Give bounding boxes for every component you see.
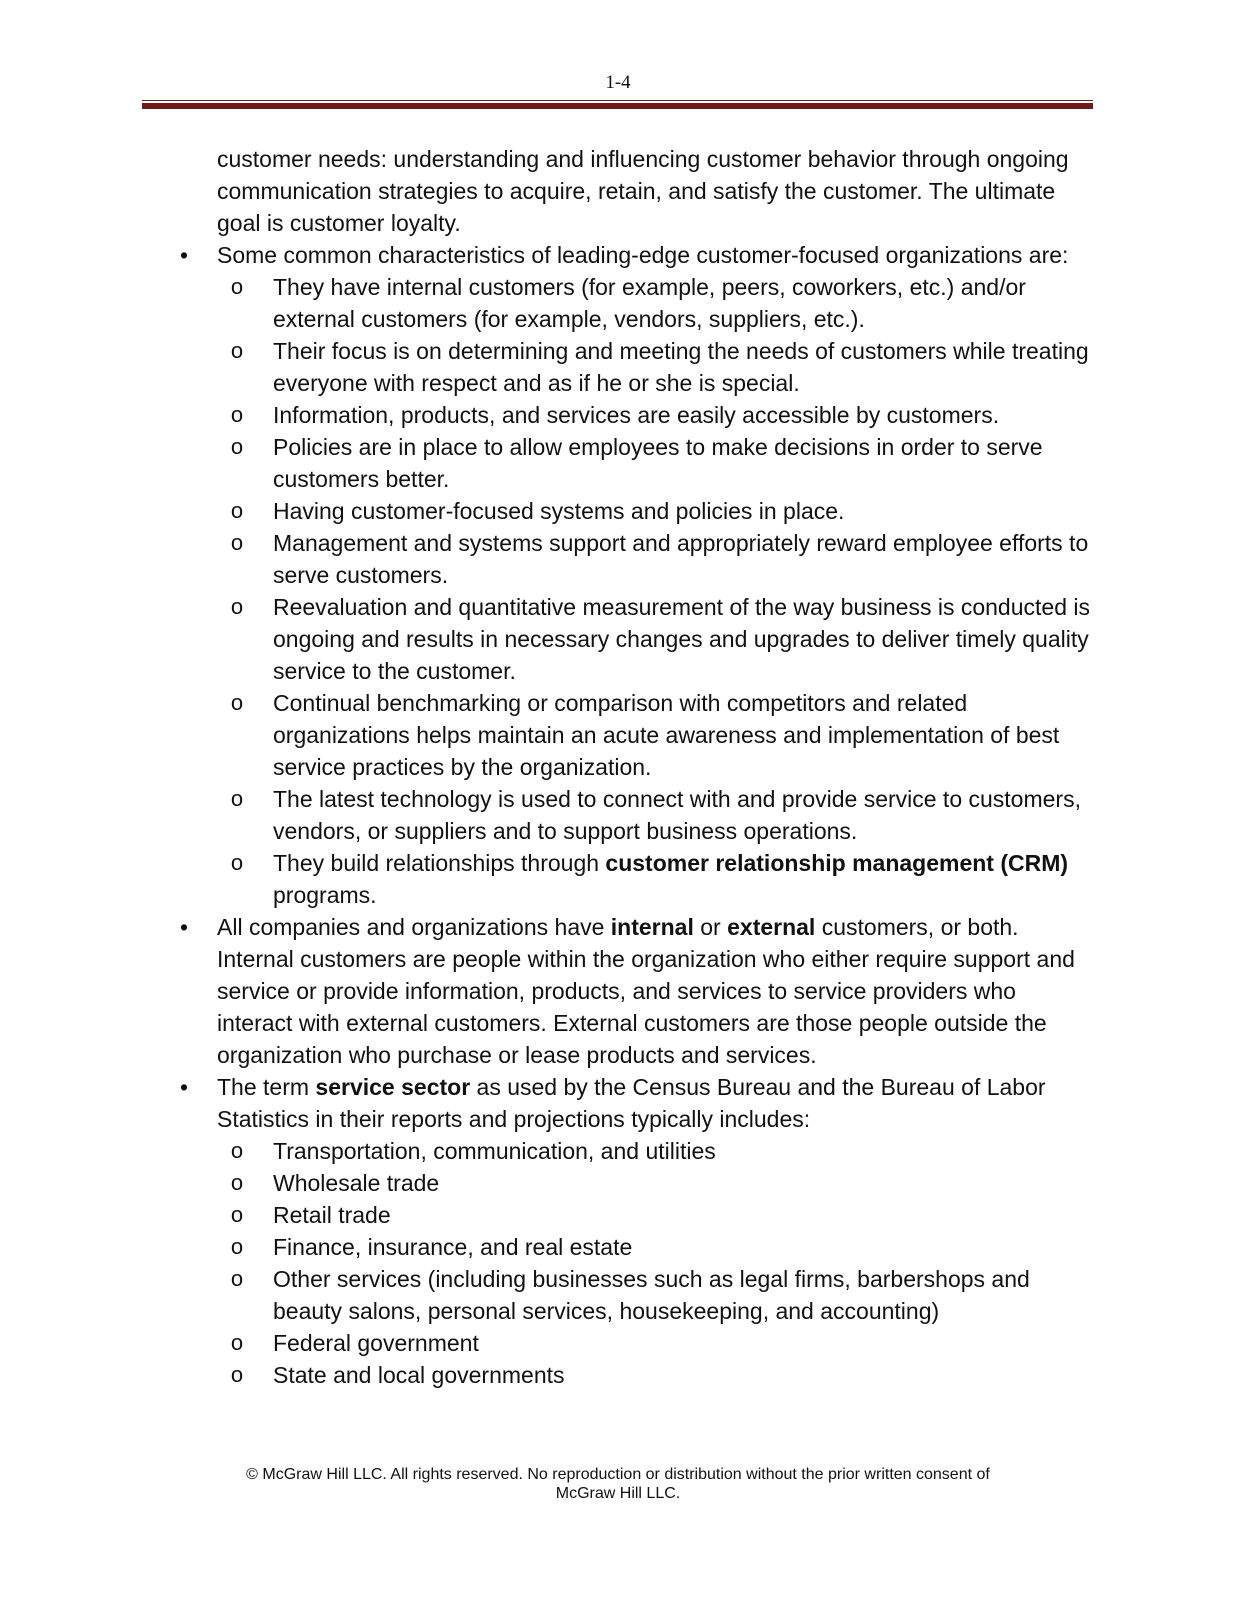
service-sector-term: service sector (315, 1074, 471, 1100)
list-item-text: State and local governments (273, 1362, 565, 1388)
header-rule-thin (142, 100, 1093, 101)
list-item-text: Management and systems support and appropriately reward employee efforts to serve customers. (273, 530, 1089, 588)
bullet-characteristics (179, 239, 1097, 911)
list-item (217, 783, 1097, 847)
list-item (217, 687, 1097, 783)
list-item (217, 1263, 1097, 1327)
intro-paragraph: customer needs: understanding and influencing customer behavior through ongoing communication strategies to acquire, retain, and satisfy the customer. The ultimate goal is customer loyalty. (217, 146, 1069, 236)
list-item-text: Wholesale trade (273, 1170, 440, 1196)
list-item (217, 847, 1097, 911)
characteristics-list (217, 271, 1097, 911)
header-rule (142, 100, 1093, 109)
sub-bullet: o (230, 786, 244, 811)
bullet-text-mid: or (693, 914, 728, 940)
list-item-text: Federal government (273, 1330, 479, 1356)
page-number: 1-4 (605, 72, 631, 93)
sub-bullet: o (230, 498, 244, 523)
sub-bullet: o (230, 850, 244, 875)
footer-line-1: © McGraw Hill LLC. All rights reserved. No reproduction or distribution without the prior written consent of (246, 1466, 990, 1483)
sub-bullet: o (230, 594, 244, 619)
bullet-dot: • (179, 242, 189, 268)
list-item-text: Finance, insurance, and real estate (273, 1234, 633, 1260)
list-item-text: Information, products, and services are easily accessible by customers. (273, 402, 1000, 428)
sub-bullet: o (230, 402, 244, 427)
list-item-text: Their focus is on determining and meeting the needs of customers while treating everyone with respect and as if he or she is special. (273, 338, 1089, 396)
list-item-text-post: programs. (273, 882, 377, 908)
list-item (217, 1327, 1097, 1359)
sub-bullet: o (230, 338, 244, 363)
crm-term: customer relationship management (CRM) (605, 850, 1069, 876)
list-item (217, 1359, 1097, 1391)
list-item (217, 335, 1097, 399)
list-item-text: Transportation, communication, and utilities (273, 1138, 716, 1164)
sub-bullet: o (230, 530, 244, 555)
service-sector-list (217, 1135, 1097, 1391)
sub-bullet: o (230, 690, 244, 715)
sub-bullet: o (230, 1234, 244, 1259)
list-item (217, 1135, 1097, 1167)
bullet-text-pre: All companies and organizations have (217, 914, 611, 940)
list-item (217, 1231, 1097, 1263)
list-item-text: Reevaluation and quantitative measurement of the way business is conducted is ongoing and results in necessary changes and upgrades to deliver timely quality service to the customer. (273, 594, 1090, 684)
sub-bullet: o (230, 274, 244, 299)
list-item-text: Policies are in place to allow employees to make decisions in order to serve customers better. (273, 434, 1043, 492)
bullet-text-post: as used by the Census Bureau and the Bureau of Labor Statistics in their reports and projections typically includes: (217, 1074, 1046, 1132)
internal-term: internal (610, 914, 694, 940)
list-item (217, 399, 1097, 431)
list-item (217, 591, 1097, 687)
external-term: external (727, 914, 816, 940)
bullet-dot: • (179, 1074, 189, 1100)
list-item (217, 1167, 1097, 1199)
list-item (217, 495, 1097, 527)
sub-bullet: o (230, 1362, 244, 1387)
list-item-text: Continual benchmarking or comparison with competitors and related organizations helps maintain an acute awareness and implementation of best service practices by the organization. (273, 690, 1060, 780)
list-item-text: Retail trade (273, 1202, 391, 1228)
list-item (217, 431, 1097, 495)
page-content (179, 143, 1097, 1391)
copyright-footer (0, 1465, 1236, 1503)
list-item (217, 527, 1097, 591)
sub-bullet: o (230, 1266, 244, 1291)
list-item-text: They have internal customers (for example, peers, coworkers, etc.) and/or external customers (for example, vendors, suppliers, etc.). (273, 274, 1026, 332)
bullet-text: Some common characteristics of leading-edge customer-focused organizations are: (217, 242, 1069, 268)
list-item-text: The latest technology is used to connect with and provide service to customers, vendors, or suppliers and to support business operations. (273, 786, 1081, 844)
sub-bullet: o (230, 1330, 244, 1355)
bullet-service-sector (179, 1071, 1097, 1391)
list-item (217, 271, 1097, 335)
list-item-text: Having customer-focused systems and policies in place. (273, 498, 845, 524)
sub-bullet: o (230, 434, 244, 459)
list-item (217, 1199, 1097, 1231)
sub-bullet: o (230, 1170, 244, 1195)
sub-bullet: o (230, 1138, 244, 1163)
list-item-text: Other services (including businesses such as legal firms, barbershops and beauty salons, personal services, housekeeping, and accounting) (273, 1266, 1030, 1324)
list-item-text-pre: They build relationships through (273, 850, 606, 876)
footer-line-2: McGraw Hill LLC. (555, 1485, 681, 1502)
sub-bullet: o (230, 1202, 244, 1227)
header-rule-thick (142, 103, 1093, 109)
bullet-text-pre: The term (217, 1074, 316, 1100)
bullet-text-post: customers, or both. Internal customers are people within the organization who either require support and service or provide information, products, and services to service providers who interact with external customers. External customers are those people outside the organization who purchase or lease products and services. (217, 914, 1075, 1068)
bullet-dot: • (179, 914, 189, 940)
bullet-customers (179, 911, 1097, 1071)
